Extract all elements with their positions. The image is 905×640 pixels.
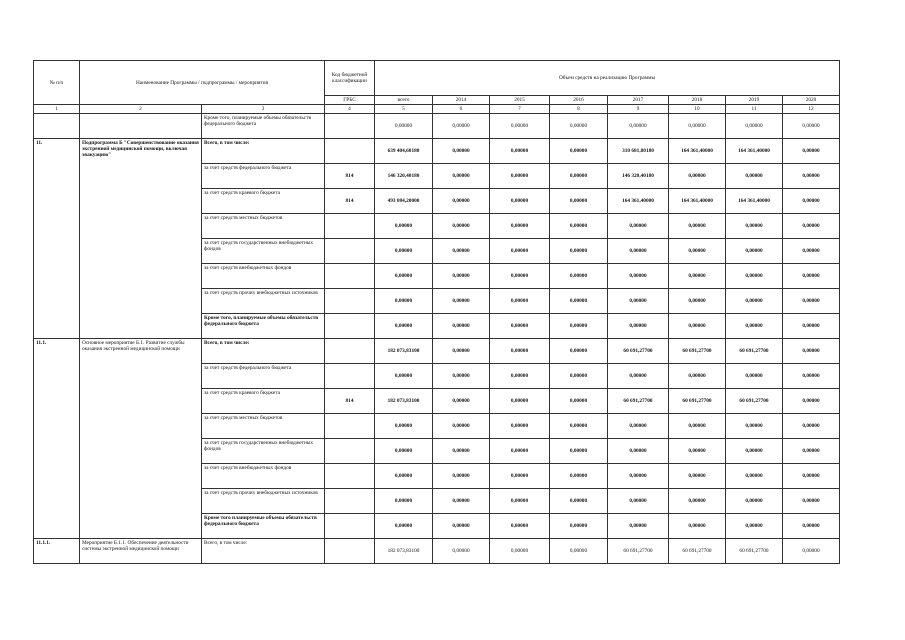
value-cell: 0,00000 [550,264,608,289]
grbs-code [325,239,375,264]
grbs-code [325,264,375,289]
value-cell: 0,00000 [375,314,433,339]
value-cell: 0,00000 [608,489,669,514]
value-cell: 146 320,40180 [608,164,669,189]
value-cell: 0,00000 [375,489,433,514]
value-cell: 0,00000 [783,414,840,439]
funding-source: за счет средств внебюджетных фондов [202,464,325,489]
value-cell: 0,00000 [669,514,726,539]
grbs-code [325,214,375,239]
value-cell: 0,00000 [433,139,490,164]
name-cell [80,114,202,139]
value-cell: 0,00000 [433,439,490,464]
value-cell: 0,00000 [433,514,490,539]
value-cell: 0,00000 [669,264,726,289]
column-number: 11 [726,105,783,114]
value-cell: 0,00000 [669,114,726,139]
value-cell: 0,00000 [608,264,669,289]
value-cell: 0,00000 [783,214,840,239]
value-cell: 0,00000 [783,439,840,464]
value-cell: 0,00000 [550,114,608,139]
table-row [34,139,840,164]
program-name: Основное мероприятие Б.1. Развитие службы оказания экстренной медицинской помощи [80,339,202,539]
value-cell: 0,00000 [375,264,433,289]
value-cell: 0,00000 [783,539,840,564]
value-cell: 0,00000 [490,239,550,264]
funding-source: за счет средств государственных внебюджетных фондов [202,439,325,464]
value-cell: 0,00000 [433,364,490,389]
grbs-code [325,489,375,514]
grbs-code [325,139,375,164]
grbs-code: 814 [325,189,375,214]
value-cell: 164 361,40000 [608,189,669,214]
value-cell: 0,00000 [669,489,726,514]
value-cell: 0,00000 [490,264,550,289]
value-cell: 0,00000 [783,139,840,164]
column-number: 2 [80,105,202,114]
value-cell: 0,00000 [433,289,490,314]
funding-source: Кроме того, планируемые объемы обязательств федерального бюджета [202,314,325,339]
value-cell: 0,00000 [608,414,669,439]
value-cell: 0,00000 [550,239,608,264]
funding-source: за счет средств федерального бюджета [202,364,325,389]
funding-source: за счет средств краевого бюджета [202,189,325,214]
header-grbs: ГРБС [325,96,375,105]
value-cell: 0,00000 [550,314,608,339]
value-cell: 60 691,27700 [608,539,669,564]
value-cell: 0,00000 [490,414,550,439]
value-cell: 0,00000 [726,314,783,339]
value-cell: 60 691,27700 [726,389,783,414]
value-cell: 60 691,27700 [669,389,726,414]
value-cell: 0,00000 [783,514,840,539]
value-cell: 0,00000 [550,539,608,564]
grbs-code [325,339,375,364]
value-cell: 0,00000 [726,164,783,189]
value-cell: 0,00000 [550,514,608,539]
row-number: 11. [34,139,80,339]
value-cell: 0,00000 [433,239,490,264]
value-cell: 0,00000 [490,364,550,389]
value-cell: 0,00000 [550,289,608,314]
value-cell: 0,00000 [726,514,783,539]
value-cell: 0,00000 [608,439,669,464]
grbs-code [325,364,375,389]
value-cell: 0,00000 [783,464,840,489]
value-cell: 0,00000 [726,264,783,289]
value-cell: 0,00000 [669,164,726,189]
row-number: 11.1.1. [34,539,80,564]
column-number: 3 [202,105,325,114]
funding-source: за счет средств прочих внебюджетных источников [202,489,325,514]
value-cell: 60 691,27700 [669,539,726,564]
value-cell: 0,00000 [726,364,783,389]
grbs-code [325,414,375,439]
header-year: 2016 [550,96,608,105]
value-cell: 0,00000 [490,139,550,164]
value-cell: 0,00000 [669,364,726,389]
value-cell: 0,00000 [490,289,550,314]
program-name: Мероприятие Б.1.1. Обеспечение деятельности системы экстренной медицинской помощи [80,539,202,564]
value-cell: 0,00000 [433,389,490,414]
value-cell: 0,00000 [669,464,726,489]
value-cell: 182 073,83100 [375,339,433,364]
value-cell: 0,00000 [783,489,840,514]
header-year: 2020 [783,96,840,105]
value-cell: 164 361,40000 [726,139,783,164]
value-cell: 0,00000 [669,289,726,314]
value-cell: 0,00000 [375,414,433,439]
program-name: Подпрограмма Б "Совершенствование оказания экстренной медицинской помощи, включая эвакуацию" [80,139,202,339]
value-cell: 310 681,80180 [608,139,669,164]
value-cell: 0,00000 [669,439,726,464]
value-cell: 0,00000 [726,214,783,239]
header-code: Код бюджетной классификации [325,61,375,96]
value-cell: 0,00000 [608,364,669,389]
budget-table [33,60,840,564]
column-number: 4 [325,105,375,114]
header-name: Наименование Программы / подпрограммы / мероприятия [80,61,325,105]
value-cell: 0,00000 [490,439,550,464]
column-number: 5 [375,105,433,114]
row-number: 11.1. [34,339,80,539]
grbs-code [325,464,375,489]
value-cell: 0,00000 [550,189,608,214]
grbs-code [325,514,375,539]
value-cell: 0,00000 [433,414,490,439]
value-cell: 0,00000 [433,339,490,364]
grbs-code [325,439,375,464]
funding-source: Всего, в том числе: [202,139,325,164]
table-row [34,339,840,364]
grbs-code [325,289,375,314]
value-cell: 164 361,40000 [669,139,726,164]
value-cell: 60 691,27700 [608,389,669,414]
value-cell: 0,00000 [433,464,490,489]
value-cell: 0,00000 [726,439,783,464]
value-cell: 0,00000 [783,314,840,339]
value-cell: 182 073,83100 [375,539,433,564]
column-number: 1 [34,105,80,114]
value-cell: 60 691,27700 [669,339,726,364]
funding-source: за счет средств государственных внебюджетных фондов [202,239,325,264]
funding-source: за счет средств внебюджетных фондов [202,264,325,289]
value-cell: 0,00000 [550,439,608,464]
value-cell: 0,00000 [433,539,490,564]
grbs-code: 814 [325,164,375,189]
column-number: 12 [783,105,840,114]
value-cell: 0,00000 [550,364,608,389]
value-cell: 0,00000 [783,239,840,264]
value-cell: 0,00000 [783,389,840,414]
value-cell: 0,00000 [783,339,840,364]
funding-source: за счет средств краевого бюджета [202,389,325,414]
value-cell: 60 691,27700 [726,539,783,564]
value-cell: 0,00000 [375,439,433,464]
grbs-code: 814 [325,389,375,414]
header-volume: Объем средств на реализацию Программы [375,61,840,96]
value-cell: 0,00000 [608,239,669,264]
value-cell: 164 361,40000 [669,189,726,214]
value-cell: 0,00000 [608,114,669,139]
value-cell: 0,00000 [375,364,433,389]
value-cell: 493 084,20000 [375,189,433,214]
grbs-cell [325,114,375,139]
value-cell: 0,00000 [608,314,669,339]
header-year: 2019 [726,96,783,105]
value-cell: 0,00000 [375,514,433,539]
column-number: 10 [669,105,726,114]
value-cell: 0,00000 [490,339,550,364]
value-cell: 0,00000 [669,239,726,264]
value-cell: 0,00000 [550,139,608,164]
grbs-code [325,539,375,564]
value-cell: 0,00000 [726,289,783,314]
value-cell: 0,00000 [433,164,490,189]
value-cell: 0,00000 [375,239,433,264]
value-cell: 0,00000 [490,489,550,514]
value-cell: 0,00000 [783,289,840,314]
value-cell: 0,00000 [550,489,608,514]
value-cell: 0,00000 [608,289,669,314]
num-cell [34,114,80,139]
value-cell: 146 320,40180 [375,164,433,189]
table-row [34,539,840,564]
column-number: 7 [490,105,550,114]
value-cell: 0,00000 [433,314,490,339]
value-cell: 0,00000 [433,189,490,214]
value-cell: 639 404,60180 [375,139,433,164]
value-cell: 0,00000 [550,464,608,489]
value-cell: 0,00000 [783,114,840,139]
table-row [34,114,840,139]
value-cell: 0,00000 [490,514,550,539]
value-cell: 0,00000 [608,464,669,489]
value-cell: 0,00000 [726,114,783,139]
value-cell: 0,00000 [490,314,550,339]
value-cell: 0,00000 [783,164,840,189]
value-cell: 0,00000 [783,264,840,289]
value-cell: 0,00000 [550,214,608,239]
value-cell: 60 691,27700 [608,339,669,364]
value-cell: 0,00000 [490,214,550,239]
funding-source: за счет средств федерального бюджета [202,164,325,189]
value-cell: 0,00000 [490,539,550,564]
funding-source: за счет средств местных бюджетов [202,414,325,439]
value-cell: 182 073,83100 [375,389,433,414]
funding-source: Кроме того планируемые объемы обязательств федерального бюджета [202,514,325,539]
value-cell: 0,00000 [375,214,433,239]
value-cell: 0,00000 [783,364,840,389]
funding-source: за счет средств прочих внебюджетных источников [202,289,325,314]
header-year: 2017 [608,96,669,105]
value-cell: 0,00000 [433,114,490,139]
header-year: всего [375,96,433,105]
value-cell: 0,00000 [726,489,783,514]
header-num: № п/п [34,61,80,105]
header-year: 2015 [490,96,550,105]
header-year: 2014 [433,96,490,105]
value-cell: 0,00000 [375,114,433,139]
value-cell: 0,00000 [608,514,669,539]
value-cell: 0,00000 [375,464,433,489]
funding-source: Всего, в том числе: [202,339,325,364]
column-number: 8 [550,105,608,114]
grbs-code [325,314,375,339]
value-cell: 0,00000 [726,464,783,489]
column-number: 6 [433,105,490,114]
value-cell: 0,00000 [726,239,783,264]
value-cell: 60 691,27700 [726,339,783,364]
value-cell: 0,00000 [550,414,608,439]
value-cell: 0,00000 [550,389,608,414]
funding-source: за счет средств местных бюджетов [202,214,325,239]
column-number: 9 [608,105,669,114]
value-cell: 0,00000 [669,214,726,239]
value-cell: 0,00000 [433,214,490,239]
value-cell: 0,00000 [550,339,608,364]
value-cell: 0,00000 [490,114,550,139]
funding-source: Всего, в том числе: [202,539,325,564]
value-cell: 0,00000 [669,414,726,439]
value-cell: 0,00000 [433,264,490,289]
value-cell: 0,00000 [550,164,608,189]
value-cell: 0,00000 [433,489,490,514]
value-cell: 164 361,40000 [726,189,783,214]
value-cell: 0,00000 [490,464,550,489]
value-cell: 0,00000 [490,389,550,414]
value-cell: 0,00000 [490,164,550,189]
value-cell: 0,00000 [726,414,783,439]
value-cell: 0,00000 [783,189,840,214]
value-cell: 0,00000 [375,289,433,314]
value-cell: 0,00000 [669,314,726,339]
source-cell: Кроме того, планируемые объемы обязательств федерального бюджета [202,114,325,139]
header-year: 2018 [669,96,726,105]
value-cell: 0,00000 [490,189,550,214]
value-cell: 0,00000 [608,214,669,239]
